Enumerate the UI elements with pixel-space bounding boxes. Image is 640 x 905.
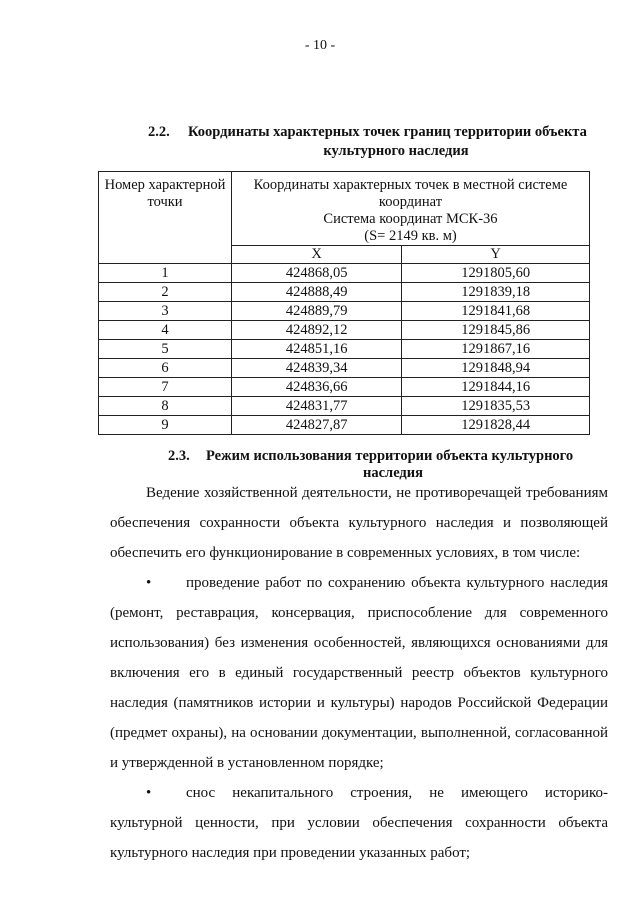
table-row bbox=[99, 416, 590, 435]
point-x: 424868,05 bbox=[232, 264, 402, 283]
point-number: 1 bbox=[99, 264, 232, 283]
bullet-item-2-text: снос некапитального строения, не имеющего историко-культурной ценности, при условии обеспечения сохранности объекта культурного наследия при проведении указанных работ; bbox=[110, 785, 608, 861]
point-number: 7 bbox=[99, 378, 232, 397]
header-coordinates-line2: Система координат МСК-36 bbox=[323, 211, 498, 227]
point-number: 5 bbox=[99, 340, 232, 359]
section-2-2-title-line1: Координаты характерных точек границ территории объекта bbox=[188, 124, 587, 140]
table-row bbox=[99, 264, 590, 283]
point-x: 424836,66 bbox=[232, 378, 402, 397]
section-2-2-heading bbox=[148, 123, 604, 161]
page-number: - 10 - bbox=[304, 38, 336, 53]
section-2-3-body bbox=[110, 478, 608, 868]
table-row bbox=[99, 302, 590, 321]
header-point-number: Номер характерной точки bbox=[99, 172, 232, 264]
header-coordinates bbox=[232, 172, 590, 246]
point-number: 2 bbox=[99, 283, 232, 302]
section-2-2-title-line2: культурного наследия bbox=[323, 143, 469, 159]
section-2-3-title-line1: Режим использования территории объекта культурного bbox=[206, 448, 574, 464]
intro-paragraph: Ведение хозяйственной деятельности, не противоречащей требованиям обеспечения сохранности объекта культурного наследия и позволяющей обеспечить его функционирование в современных условиях, в том числе: bbox=[110, 485, 608, 561]
point-x: 424827,87 bbox=[232, 416, 402, 435]
table-row bbox=[99, 359, 590, 378]
point-number: 8 bbox=[99, 397, 232, 416]
point-y: 1291844,16 bbox=[402, 378, 590, 397]
point-x: 424892,12 bbox=[232, 321, 402, 340]
point-y: 1291828,44 bbox=[402, 416, 590, 435]
point-x: 424839,34 bbox=[232, 359, 402, 378]
table-row bbox=[99, 378, 590, 397]
point-number: 9 bbox=[99, 416, 232, 435]
table-row bbox=[99, 340, 590, 359]
bullet-item-1 bbox=[110, 568, 608, 778]
point-x: 424851,16 bbox=[232, 340, 402, 359]
point-y: 1291867,16 bbox=[402, 340, 590, 359]
point-x: 424831,77 bbox=[232, 397, 402, 416]
point-y: 1291848,94 bbox=[402, 359, 590, 378]
point-y: 1291841,68 bbox=[402, 302, 590, 321]
bullet-item-1-text: проведение работ по сохранению объекта культурного наследия (ремонт, реставрация, консервация, приспособление для современного использования) без изменения особенностей, являющихся основаниями для включения его в единый государственный реестр объектов культурного наследия (памятников истории и культуры) народов Российской Федерации (предмет охраны), на основании документации, выполненной, согласованной и утвержденной в установленном порядке; bbox=[110, 575, 608, 771]
section-2-3-heading bbox=[168, 448, 598, 482]
table-row bbox=[99, 283, 590, 302]
point-y: 1291835,53 bbox=[402, 397, 590, 416]
point-number: 6 bbox=[99, 359, 232, 378]
header-coordinates-line1: Координаты характерных точек в местной системе координат bbox=[253, 177, 568, 210]
point-y: 1291805,60 bbox=[402, 264, 590, 283]
coordinates-table bbox=[98, 171, 590, 435]
bullet-item-2 bbox=[110, 778, 608, 868]
section-2-3-title-line2: наследия bbox=[363, 465, 423, 481]
table-row bbox=[99, 397, 590, 416]
header-coordinates-line3: (S= 2149 кв. м) bbox=[364, 228, 457, 244]
point-x: 424889,79 bbox=[232, 302, 402, 321]
bullet-icon: • bbox=[146, 785, 152, 801]
point-number: 3 bbox=[99, 302, 232, 321]
point-y: 1291845,86 bbox=[402, 321, 590, 340]
point-y: 1291839,18 bbox=[402, 283, 590, 302]
header-y: Y bbox=[402, 246, 590, 264]
table-row bbox=[99, 321, 590, 340]
point-number: 4 bbox=[99, 321, 232, 340]
bullet-icon: • bbox=[146, 575, 152, 591]
header-x: X bbox=[232, 246, 402, 264]
section-2-2-number: 2.2. bbox=[148, 124, 170, 140]
point-x: 424888,49 bbox=[232, 283, 402, 302]
section-2-3-number: 2.3. bbox=[168, 448, 190, 464]
